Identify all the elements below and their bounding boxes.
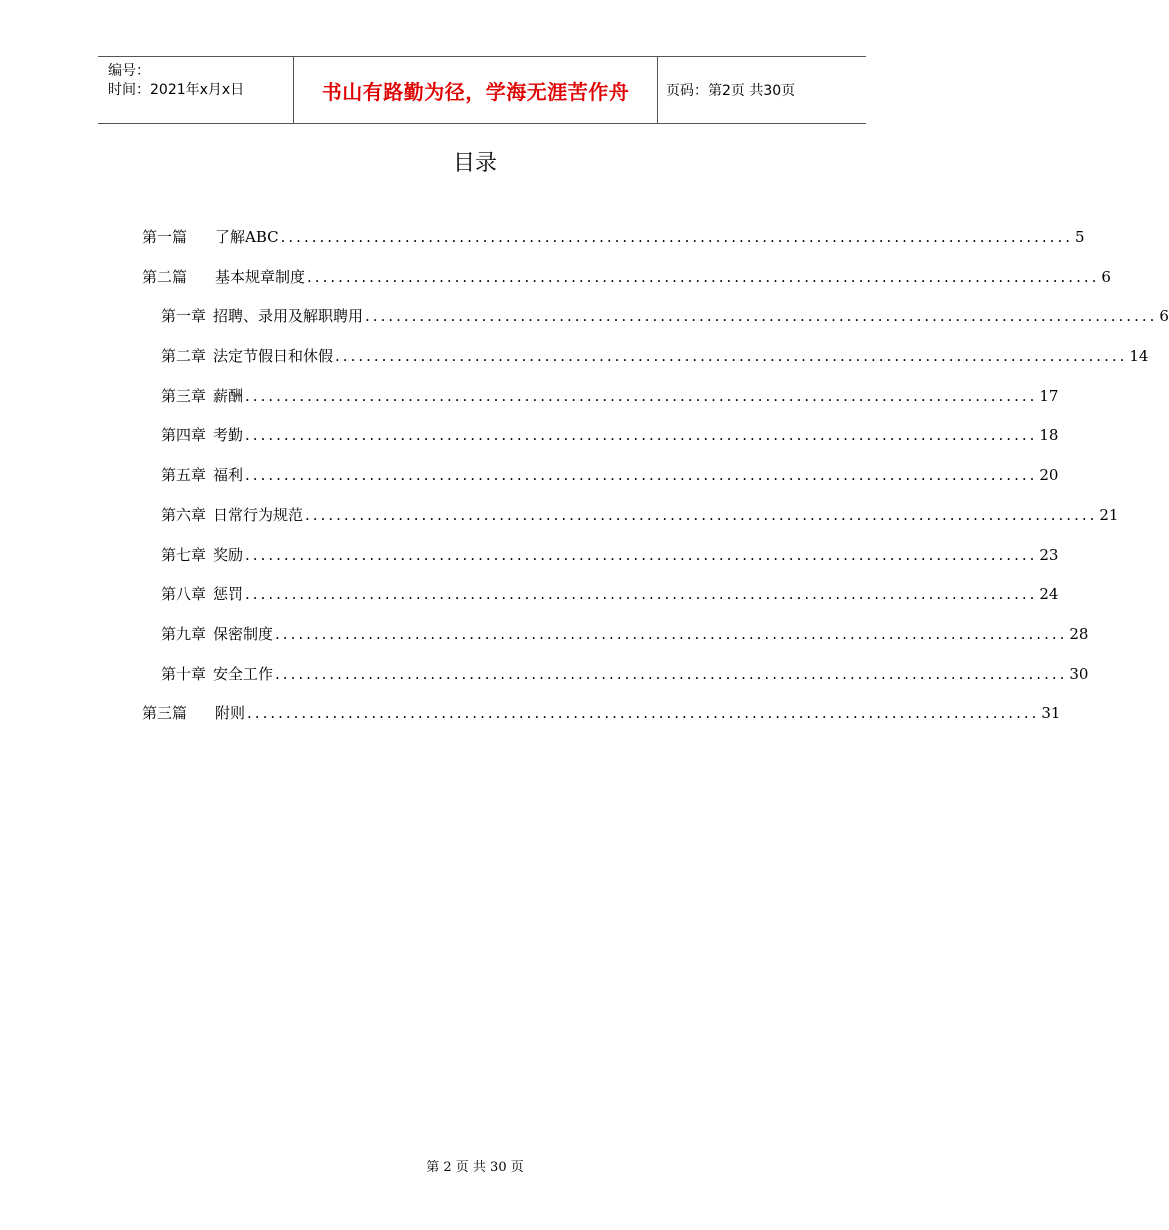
toc-leader-dots: ...................................................................................................... xyxy=(245,466,1038,485)
toc-leader-dots: ...................................................................................................... xyxy=(280,228,1073,246)
toc-leader-dots: ...................................................................................................... xyxy=(245,386,1038,405)
toc-leader-dots: ...................................................................................................... xyxy=(247,704,1040,723)
toc-entry-prefix: 第一篇 xyxy=(142,228,188,246)
page-title: 目录 xyxy=(452,151,497,176)
page-footer: 第 2 页 共 30 页 xyxy=(426,1160,524,1175)
toc-entry-page: 31 xyxy=(1041,704,1061,723)
toc-entry[interactable] xyxy=(142,345,1149,385)
toc-leader-dots: ...................................................................................................... xyxy=(245,545,1038,564)
toc-entry-page: 17 xyxy=(1039,386,1059,405)
toc-entry-prefix: 第二篇 xyxy=(142,267,188,286)
toc-entry-page: 20 xyxy=(1039,466,1059,485)
toc-entry[interactable] xyxy=(142,623,1089,663)
toc-entry[interactable] xyxy=(142,583,1059,623)
toc-entry[interactable] xyxy=(142,504,1119,544)
toc-entry-title: 附则 xyxy=(215,704,246,723)
toc-entry-title: 保密制度 xyxy=(213,624,274,643)
toc-entry-title: 奖励 xyxy=(213,545,244,564)
toc-entry-prefix: 第五章 xyxy=(161,466,207,485)
toc-entry-page: 5 xyxy=(1074,228,1085,246)
toc-entry-title: 了解ABC xyxy=(215,228,279,246)
toc-entry-prefix: 第六章 xyxy=(161,505,207,524)
toc-entry-prefix: 第三章 xyxy=(161,386,207,405)
toc-entry-prefix: 第七章 xyxy=(161,545,207,564)
toc-leader-dots: ...................................................................................................... xyxy=(307,267,1100,286)
toc-leader-dots: ...................................................................................................... xyxy=(305,505,1098,524)
toc-entry[interactable] xyxy=(142,305,1169,345)
toc-entry-title: 安全工作 xyxy=(213,664,274,683)
toc-leader-dots: ...................................................................................................... xyxy=(365,307,1158,326)
toc-leader-dots: ...................................................................................................... xyxy=(275,664,1068,683)
toc-entry[interactable] xyxy=(142,385,1059,425)
header-page-info: 页码：第2页 共30页 xyxy=(666,83,796,99)
toc-entry[interactable] xyxy=(142,544,1059,584)
toc-entry-page: 24 xyxy=(1039,585,1059,604)
toc-entry[interactable] xyxy=(142,702,1061,742)
document-number-label: 编号： xyxy=(108,63,150,79)
toc-entry-title: 招聘、录用及解职聘用 xyxy=(213,307,364,326)
toc-entry[interactable] xyxy=(142,266,1111,306)
toc-leader-dots: ...................................................................................................... xyxy=(275,624,1068,643)
toc-entry-page: 21 xyxy=(1099,505,1119,524)
toc-entry-prefix: 第三篇 xyxy=(142,704,188,723)
toc-entry-prefix: 第二章 xyxy=(161,347,207,366)
toc-entry-title: 考勤 xyxy=(213,426,244,445)
toc-entry[interactable] xyxy=(142,424,1059,464)
toc-entry-title: 法定节假日和休假 xyxy=(213,347,334,366)
toc-entry-title: 福利 xyxy=(213,466,244,485)
toc-entry-title: 基本规章制度 xyxy=(215,267,306,286)
toc-entry[interactable] xyxy=(142,464,1059,504)
page-header xyxy=(98,56,866,124)
toc-entry-prefix: 第一章 xyxy=(161,307,207,326)
toc-entry-title: 薪酬 xyxy=(213,386,244,405)
toc-leader-dots: ...................................................................................................... xyxy=(245,426,1038,445)
toc-entry-title: 日常行为规范 xyxy=(213,505,304,524)
toc-entry-page: 14 xyxy=(1129,347,1149,366)
toc-entry[interactable] xyxy=(142,226,1085,266)
toc-entry-page: 28 xyxy=(1069,624,1089,643)
toc-entry-prefix: 第九章 xyxy=(161,624,207,643)
toc-entry[interactable] xyxy=(142,663,1089,703)
header-left-cell xyxy=(98,57,294,123)
toc-entry-page: 30 xyxy=(1069,664,1089,683)
toc-leader-dots: ...................................................................................................... xyxy=(245,585,1038,604)
toc-leader-dots: ...................................................................................................... xyxy=(335,347,1128,366)
toc-entry-page: 6 xyxy=(1159,307,1169,326)
toc-entry-prefix: 第八章 xyxy=(161,585,207,604)
header-slogan: 书山有路勤为径，学海无涯苦作舟 xyxy=(321,79,630,104)
toc-entry-prefix: 第四章 xyxy=(161,426,207,445)
toc-entry-page: 6 xyxy=(1101,267,1111,286)
document-time-label: 时间：2021年x月x日 xyxy=(108,82,245,98)
header-right-cell xyxy=(658,57,866,123)
toc-entry-title: 惩罚 xyxy=(213,585,244,604)
header-middle-cell xyxy=(294,57,658,123)
toc-entry-prefix: 第十章 xyxy=(161,664,207,683)
toc-entry-page: 23 xyxy=(1039,545,1059,564)
table-of-contents xyxy=(142,226,1169,742)
toc-entry-page: 18 xyxy=(1039,426,1059,445)
